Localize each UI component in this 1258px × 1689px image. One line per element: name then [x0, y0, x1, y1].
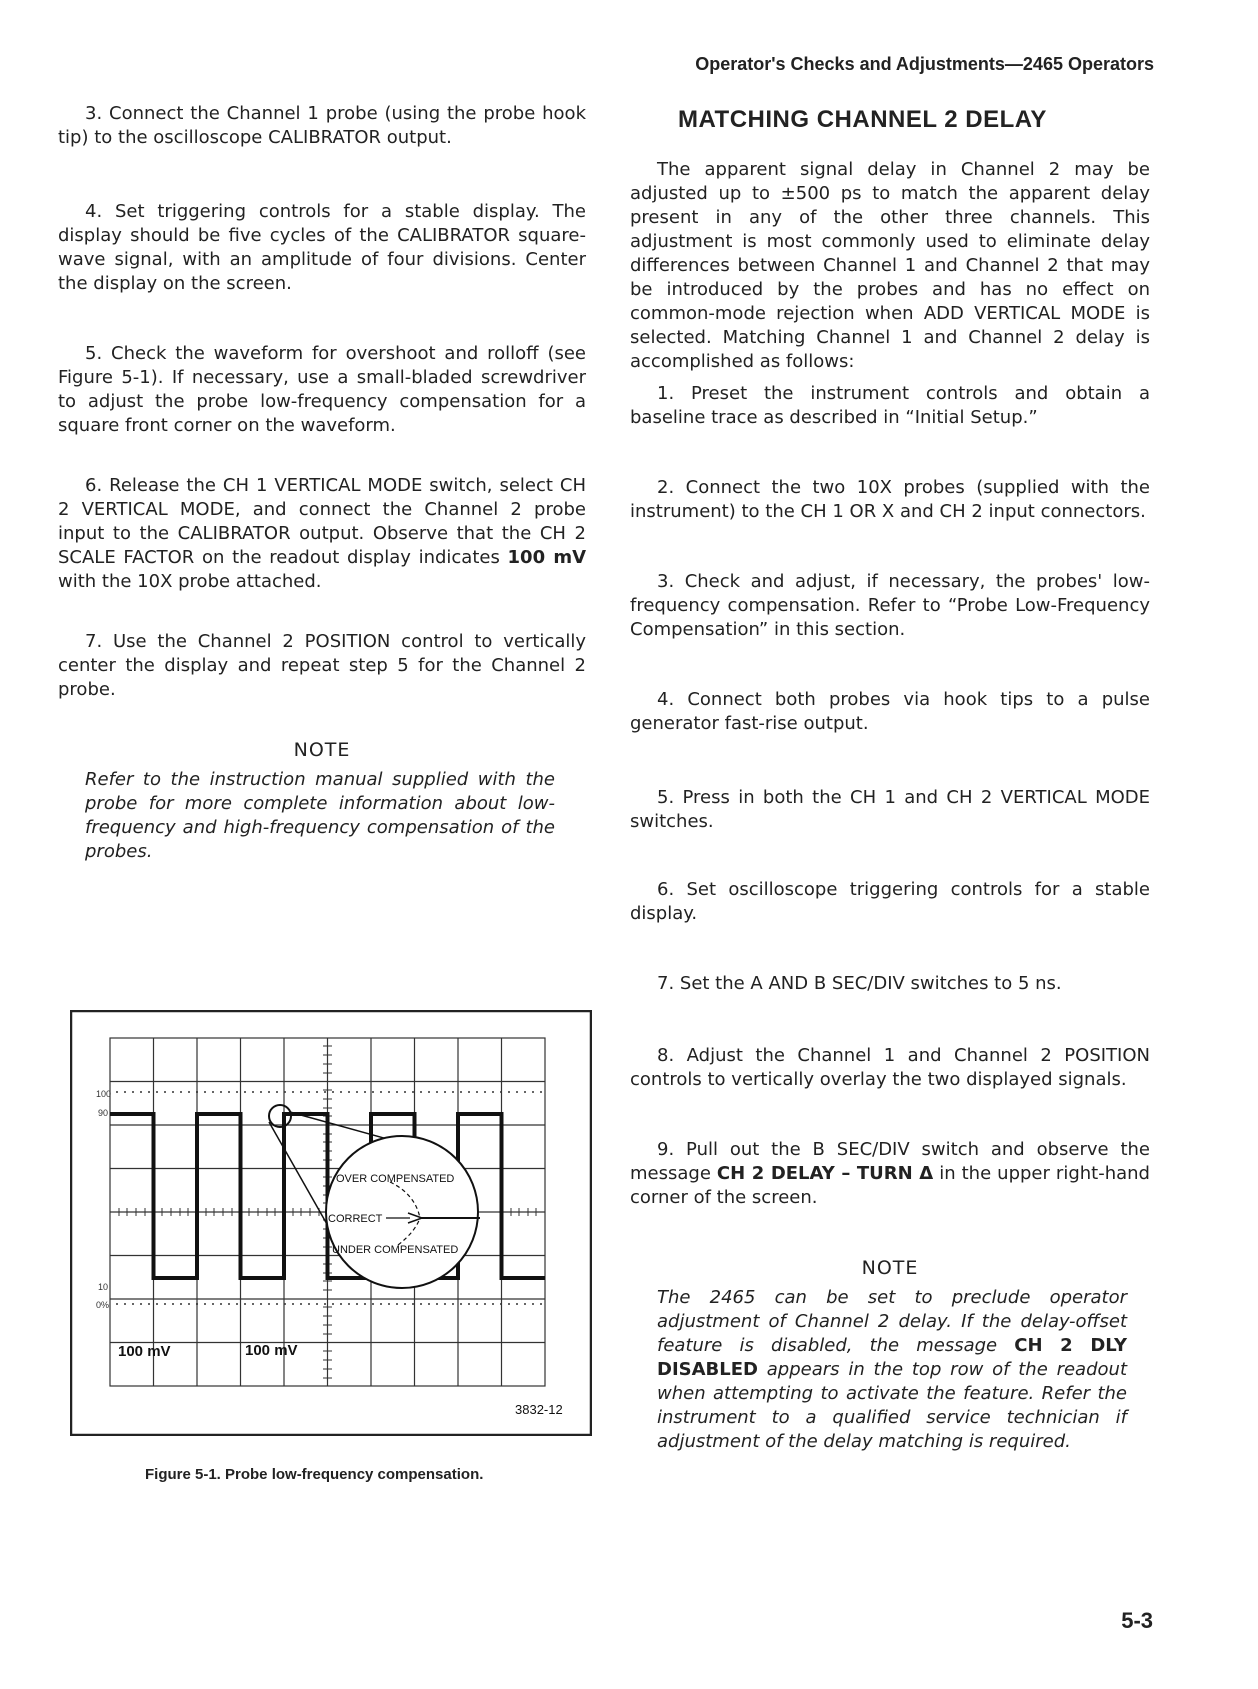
under-compensated-label: UNDER COMPENSATED	[332, 1244, 459, 1256]
note-right-tail: appears in the top row of the readout when attempting to activate the feature. Refer the instrument to a qualified service technician if adjustment of the delay matching is required.	[657, 1359, 1127, 1452]
step-9-tail: in the upper right-hand corner of the screen.	[630, 1163, 1150, 1208]
step-6-tail: with the 10X probe attached.	[58, 571, 322, 592]
note-body-left: Refer to the instruction manual supplied with the probe for more complete information about low-frequency and high-frequency compensation of the probes.	[85, 769, 555, 862]
label-90: 90	[98, 1108, 109, 1118]
step-5: 5. Press in both the CH 1 and CH 2 VERTICAL MODE switches.	[630, 787, 1150, 832]
label-0: 0%	[96, 1300, 110, 1310]
step-5-left: 5. Check the waveform for overshoot and rolloff (see Figure 5-1). If necessary, use a small-bladed screwdriver to adjust the probe low-frequency compensation for a square front corner on the waveform.	[58, 343, 586, 436]
step-2: 2. Connect the two 10X probes (supplied with the instrument) to the CH 1 OR X and CH 2 input connectors.	[630, 477, 1150, 522]
step-4-left: 4. Set triggering controls for a stable display. The display should be five cycles of the CALIBRATOR square-wave signal, with an amplitude of four divisions. Center the display on the screen.	[58, 201, 586, 294]
label-100: 100	[96, 1089, 112, 1099]
step-3-left: 3. Connect the Channel 1 probe (using the probe hook tip) to the oscilloscope CALIBRATOR output.	[58, 103, 586, 148]
section-title: MATCHING CHANNEL 2 DELAY	[678, 106, 1047, 133]
over-compensated-label: OVER COMPENSATED	[336, 1173, 455, 1185]
step-6: 6. Set oscilloscope triggering controls for a stable display.	[630, 879, 1150, 924]
step-1: 1. Preset the instrument controls and obtain a baseline trace as described in “Initial Setup.”	[630, 383, 1150, 428]
step-9	[630, 1138, 1150, 1210]
step-9-text: 9. Pull out the B SEC/DIV switch and observe the message	[630, 1139, 1150, 1184]
figure-5-1	[70, 1010, 592, 1436]
note-body-right	[657, 1286, 1127, 1454]
step-7: 7. Set the A AND B SEC/DIV switches to 5 ns.	[657, 973, 1062, 994]
label-10: 10	[98, 1282, 109, 1292]
step-9-message: CH 2 DELAY – TURN Δ	[716, 1163, 934, 1184]
page-number: 5-3	[1121, 1608, 1153, 1633]
step-7-left: 7. Use the Channel 2 POSITION control to vertically center the display and repeat step 5 for the Channel 2 probe.	[58, 631, 586, 700]
step-3: 3. Check and adjust, if necessary, the probes' low-frequency compensation. Refer to “Probe Low-Frequency Compensation” in this section.	[630, 571, 1150, 640]
zoom-line-lower	[269, 1122, 332, 1233]
note-title-left: NOTE	[293, 739, 351, 761]
note-title-right: NOTE	[861, 1257, 919, 1279]
note-right-text: The 2465 can be set to preclude operator adjustment of Channel 2 delay. If the delay-offset feature is disabled, the message	[657, 1287, 1127, 1356]
readout-ch2: 100 mV	[245, 1342, 298, 1359]
zoom-circle	[326, 1136, 478, 1288]
figure-caption: Figure 5-1. Probe low-frequency compensation.	[145, 1466, 484, 1483]
intro-paragraph: The apparent signal delay in Channel 2 may be adjusted up to ±500 ps to match the apparent delay present in any of the other three channels. This adjustment is most commonly used to eliminate delay differences between Channel 1 and Channel 2 that may be introduced by the probes and has no effect on common-mode rejection when ADD VERTICAL MODE is selected. Matching Channel 1 and Channel 2 delay is accomplished as follows:	[630, 159, 1150, 372]
step-4: 4. Connect both probes via hook tips to a pulse generator fast-rise output.	[630, 689, 1150, 734]
running-header: Operator's Checks and Adjustments—2465 Operators	[695, 54, 1154, 74]
step-6-left	[58, 474, 586, 594]
readout-ch1: 100 mV	[118, 1343, 171, 1360]
step-6-text: 6. Release the CH 1 VERTICAL MODE switch, select CH 2 VERTICAL MODE, and connect the Channel 2 probe input to the CALIBRATOR output. Observe that the CH 2 SCALE FACTOR on the readout display indicates	[58, 475, 586, 568]
step-6-bold: 100 mV	[507, 547, 587, 568]
correct-label: CORRECT	[328, 1213, 383, 1225]
figure-id: 3832-12	[515, 1402, 563, 1417]
step-8: 8. Adjust the Channel 1 and Channel 2 POSITION controls to vertically overlay the two displayed signals.	[630, 1045, 1150, 1090]
note-right-message: CH 2 DLY DISABLED	[657, 1335, 1127, 1380]
